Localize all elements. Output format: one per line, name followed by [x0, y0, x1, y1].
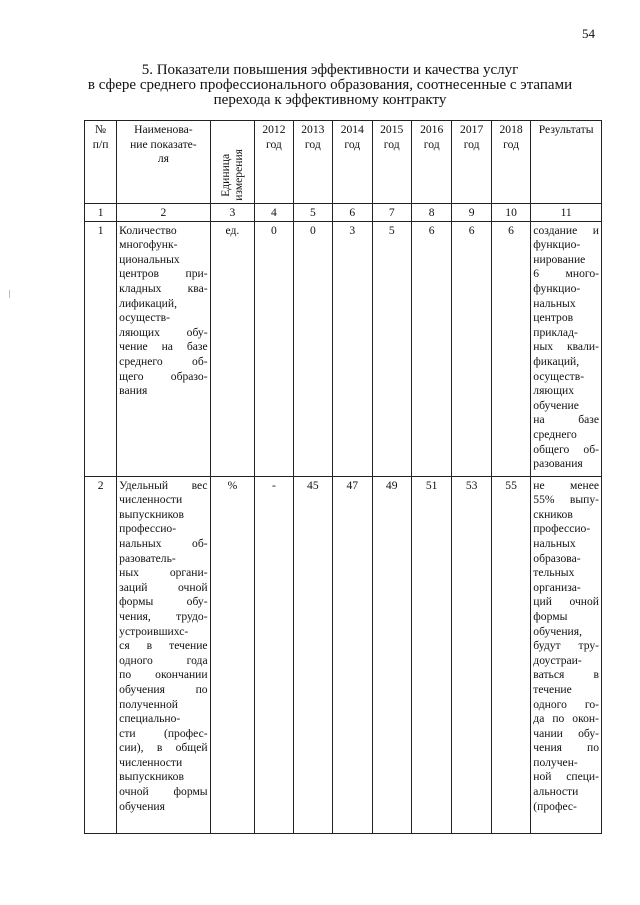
header-year-word: год: [503, 137, 519, 151]
text-line: чение на базе: [119, 340, 208, 354]
header-cell-year: [372, 121, 411, 204]
text-line: сти (профес-: [119, 726, 208, 740]
header-year-word: год: [344, 137, 361, 151]
text-line: устроившихс-: [119, 624, 189, 638]
value-cell: 6: [411, 221, 451, 476]
header-cell-year: [255, 121, 293, 204]
header-text: п/п: [92, 137, 109, 151]
text-line: формы: [533, 609, 568, 623]
text-line: ляющих обу-: [119, 325, 208, 339]
header-year: 2014: [340, 123, 364, 136]
text-line: обучения,: [533, 624, 582, 638]
text-line: полученной: [119, 697, 178, 711]
text-line: (профес-: [533, 799, 577, 813]
column-number: 2: [117, 204, 210, 222]
value-cell: 5: [372, 221, 411, 476]
value-cell: 47: [333, 476, 372, 833]
text-line: профессио-: [533, 522, 591, 536]
text-line: Удельный вес: [119, 478, 208, 492]
text-line: одного года: [119, 653, 208, 667]
text-line: нальных: [533, 296, 576, 310]
result-cell: [531, 221, 602, 476]
value-cell: 51: [411, 476, 451, 833]
value-cell: 6: [452, 221, 491, 476]
result-cell: [531, 476, 602, 833]
header-year-word: год: [383, 137, 400, 151]
text-line: нальных об-: [119, 536, 208, 550]
text-line: формы обу-: [119, 595, 208, 609]
text-line: скников: [533, 507, 573, 521]
text-line: одного го-: [533, 697, 599, 711]
table-row: [85, 221, 602, 476]
header-cell-year: [491, 121, 530, 204]
text-line: щего образо-: [119, 369, 208, 383]
unit-cell: %: [210, 476, 255, 833]
text-line: обучение: [533, 398, 579, 412]
value-cell: 45: [293, 476, 332, 833]
text-line: среднего об-: [119, 354, 208, 368]
text-line: по окончании: [119, 668, 208, 682]
text-line: кладных ква-: [119, 281, 208, 295]
text-line: численности: [119, 755, 183, 769]
text-line: заций очной: [119, 580, 208, 594]
text-line: образова-: [533, 551, 581, 565]
text-line: 55% выпу-: [533, 493, 599, 507]
header-cell-year: [333, 121, 372, 204]
text-line: фикаций,: [533, 354, 580, 368]
header-year: 2012: [262, 123, 286, 136]
header-text: Единица: [219, 153, 233, 197]
text-line: ных квали-: [533, 340, 599, 354]
header-text: ля: [157, 152, 169, 166]
value-cell: 55: [491, 476, 530, 833]
text-line: ляющих: [533, 384, 575, 398]
table-row: [85, 476, 602, 833]
text-line: выпускников: [119, 770, 184, 784]
text-line: нальных: [533, 536, 576, 550]
header-year-word: год: [304, 137, 321, 151]
header-year-word: год: [423, 137, 440, 151]
text-line: чения, трудо-: [119, 609, 208, 623]
text-line: да по окон-: [533, 712, 599, 726]
row-number: 2: [85, 476, 117, 833]
value-cell: 6: [491, 221, 530, 476]
header-year: 2015: [380, 123, 404, 136]
header-unit-vertical: [219, 145, 245, 201]
text-line: 6 много-: [533, 267, 599, 281]
value-cell: 49: [372, 476, 411, 833]
header-year: 2018: [499, 123, 523, 136]
header-cell-no: [85, 121, 117, 204]
header-cell-name: [117, 121, 210, 204]
text-line: многофунк-: [119, 238, 178, 252]
text-line: течение: [533, 682, 572, 696]
value-cell: -: [255, 476, 293, 833]
header-year: 2017: [460, 123, 484, 136]
header-cell-year: [452, 121, 491, 204]
column-number: 10: [491, 204, 530, 222]
title-line: в сфере среднего профессионального образования, соотнесенные с этапами: [87, 77, 573, 93]
column-number: 3: [210, 204, 255, 222]
text-line: разования: [533, 457, 583, 471]
value-cell: 3: [333, 221, 372, 476]
text-line: функцио-: [533, 238, 581, 252]
text-line: будут тру-: [533, 639, 599, 653]
table-header-row: [85, 121, 602, 204]
text-line: профессио-: [119, 522, 177, 536]
column-number-row: [85, 204, 602, 222]
title-line: перехода к эффективному контракту: [213, 92, 447, 108]
header-year: 2016: [420, 123, 444, 136]
header-year: 2013: [301, 123, 325, 136]
text-line: вания: [119, 384, 148, 398]
column-number: 4: [255, 204, 293, 222]
header-year-word: год: [266, 137, 282, 151]
header-year-word: год: [463, 137, 480, 151]
unit-cell: ед.: [210, 221, 255, 476]
section-title: [60, 63, 600, 108]
text-line: ся в течение: [119, 639, 208, 653]
value-cell: 0: [255, 221, 293, 476]
text-line: ваться в: [533, 668, 599, 682]
header-text: Наименова-: [134, 123, 193, 136]
column-number: 8: [411, 204, 451, 222]
text-line: общего об-: [533, 442, 599, 456]
text-line: альности: [533, 785, 579, 799]
text-line: сии), в общей: [119, 741, 208, 755]
header-cell-year: [293, 121, 332, 204]
text-line: ной специ-: [533, 770, 599, 784]
column-number: 7: [372, 204, 411, 222]
header-cell-results: Результаты: [531, 121, 602, 204]
text-line: разователь-: [119, 551, 176, 565]
text-line: осуществ-: [119, 311, 170, 325]
column-number: 11: [531, 204, 602, 222]
text-line: центров: [533, 311, 574, 325]
text-line: не менее: [533, 478, 599, 492]
text-line: приклад-: [533, 325, 578, 339]
column-number: 5: [293, 204, 332, 222]
column-number: 1: [85, 204, 117, 222]
text-line: нирование: [533, 252, 586, 266]
text-line: численности: [119, 493, 183, 507]
text-line: осуществ-: [533, 369, 585, 383]
text-line: очной формы: [119, 785, 208, 799]
text-line: ных органи-: [119, 566, 208, 580]
text-line: среднего: [533, 427, 577, 441]
value-cell: 53: [452, 476, 491, 833]
header-text: ние показате-: [130, 137, 197, 151]
indicator-name: [117, 476, 210, 833]
value-cell: 0: [293, 221, 332, 476]
margin-mark: [9, 290, 10, 298]
indicator-name: [117, 221, 210, 476]
text-line: лификаций,: [119, 296, 177, 310]
header-text: измерения: [232, 149, 246, 201]
text-line: доустраи-: [533, 653, 582, 667]
column-number: 9: [452, 204, 491, 222]
text-line: создание и: [533, 223, 599, 237]
text-line: обучения: [119, 799, 165, 813]
row-number: 1: [85, 221, 117, 476]
header-cell-year: [411, 121, 451, 204]
text-line: организа-: [533, 580, 581, 594]
text-line: чании обу-: [533, 726, 599, 740]
text-line: центров при-: [119, 267, 208, 281]
text-line: ций очной: [533, 595, 599, 609]
text-line: получен-: [533, 755, 578, 769]
text-line: выпускников: [119, 507, 184, 521]
indicators-table: [84, 120, 602, 834]
text-line: циональных: [119, 252, 180, 266]
column-number: 6: [333, 204, 372, 222]
page-number: 54: [582, 26, 595, 41]
text-line: функцио-: [533, 281, 581, 295]
text-line: Количество: [119, 223, 177, 237]
text-line: обучения по: [119, 682, 208, 696]
text-line: чения по: [533, 741, 599, 755]
text-line: на базе: [533, 413, 599, 427]
text-line: специально-: [119, 712, 181, 726]
text-line: тельных: [533, 566, 575, 580]
title-line: 5. Показатели повышения эффективности и качества услуг: [141, 62, 519, 78]
header-cell-unit: [210, 121, 255, 204]
header-text: №: [95, 123, 107, 136]
